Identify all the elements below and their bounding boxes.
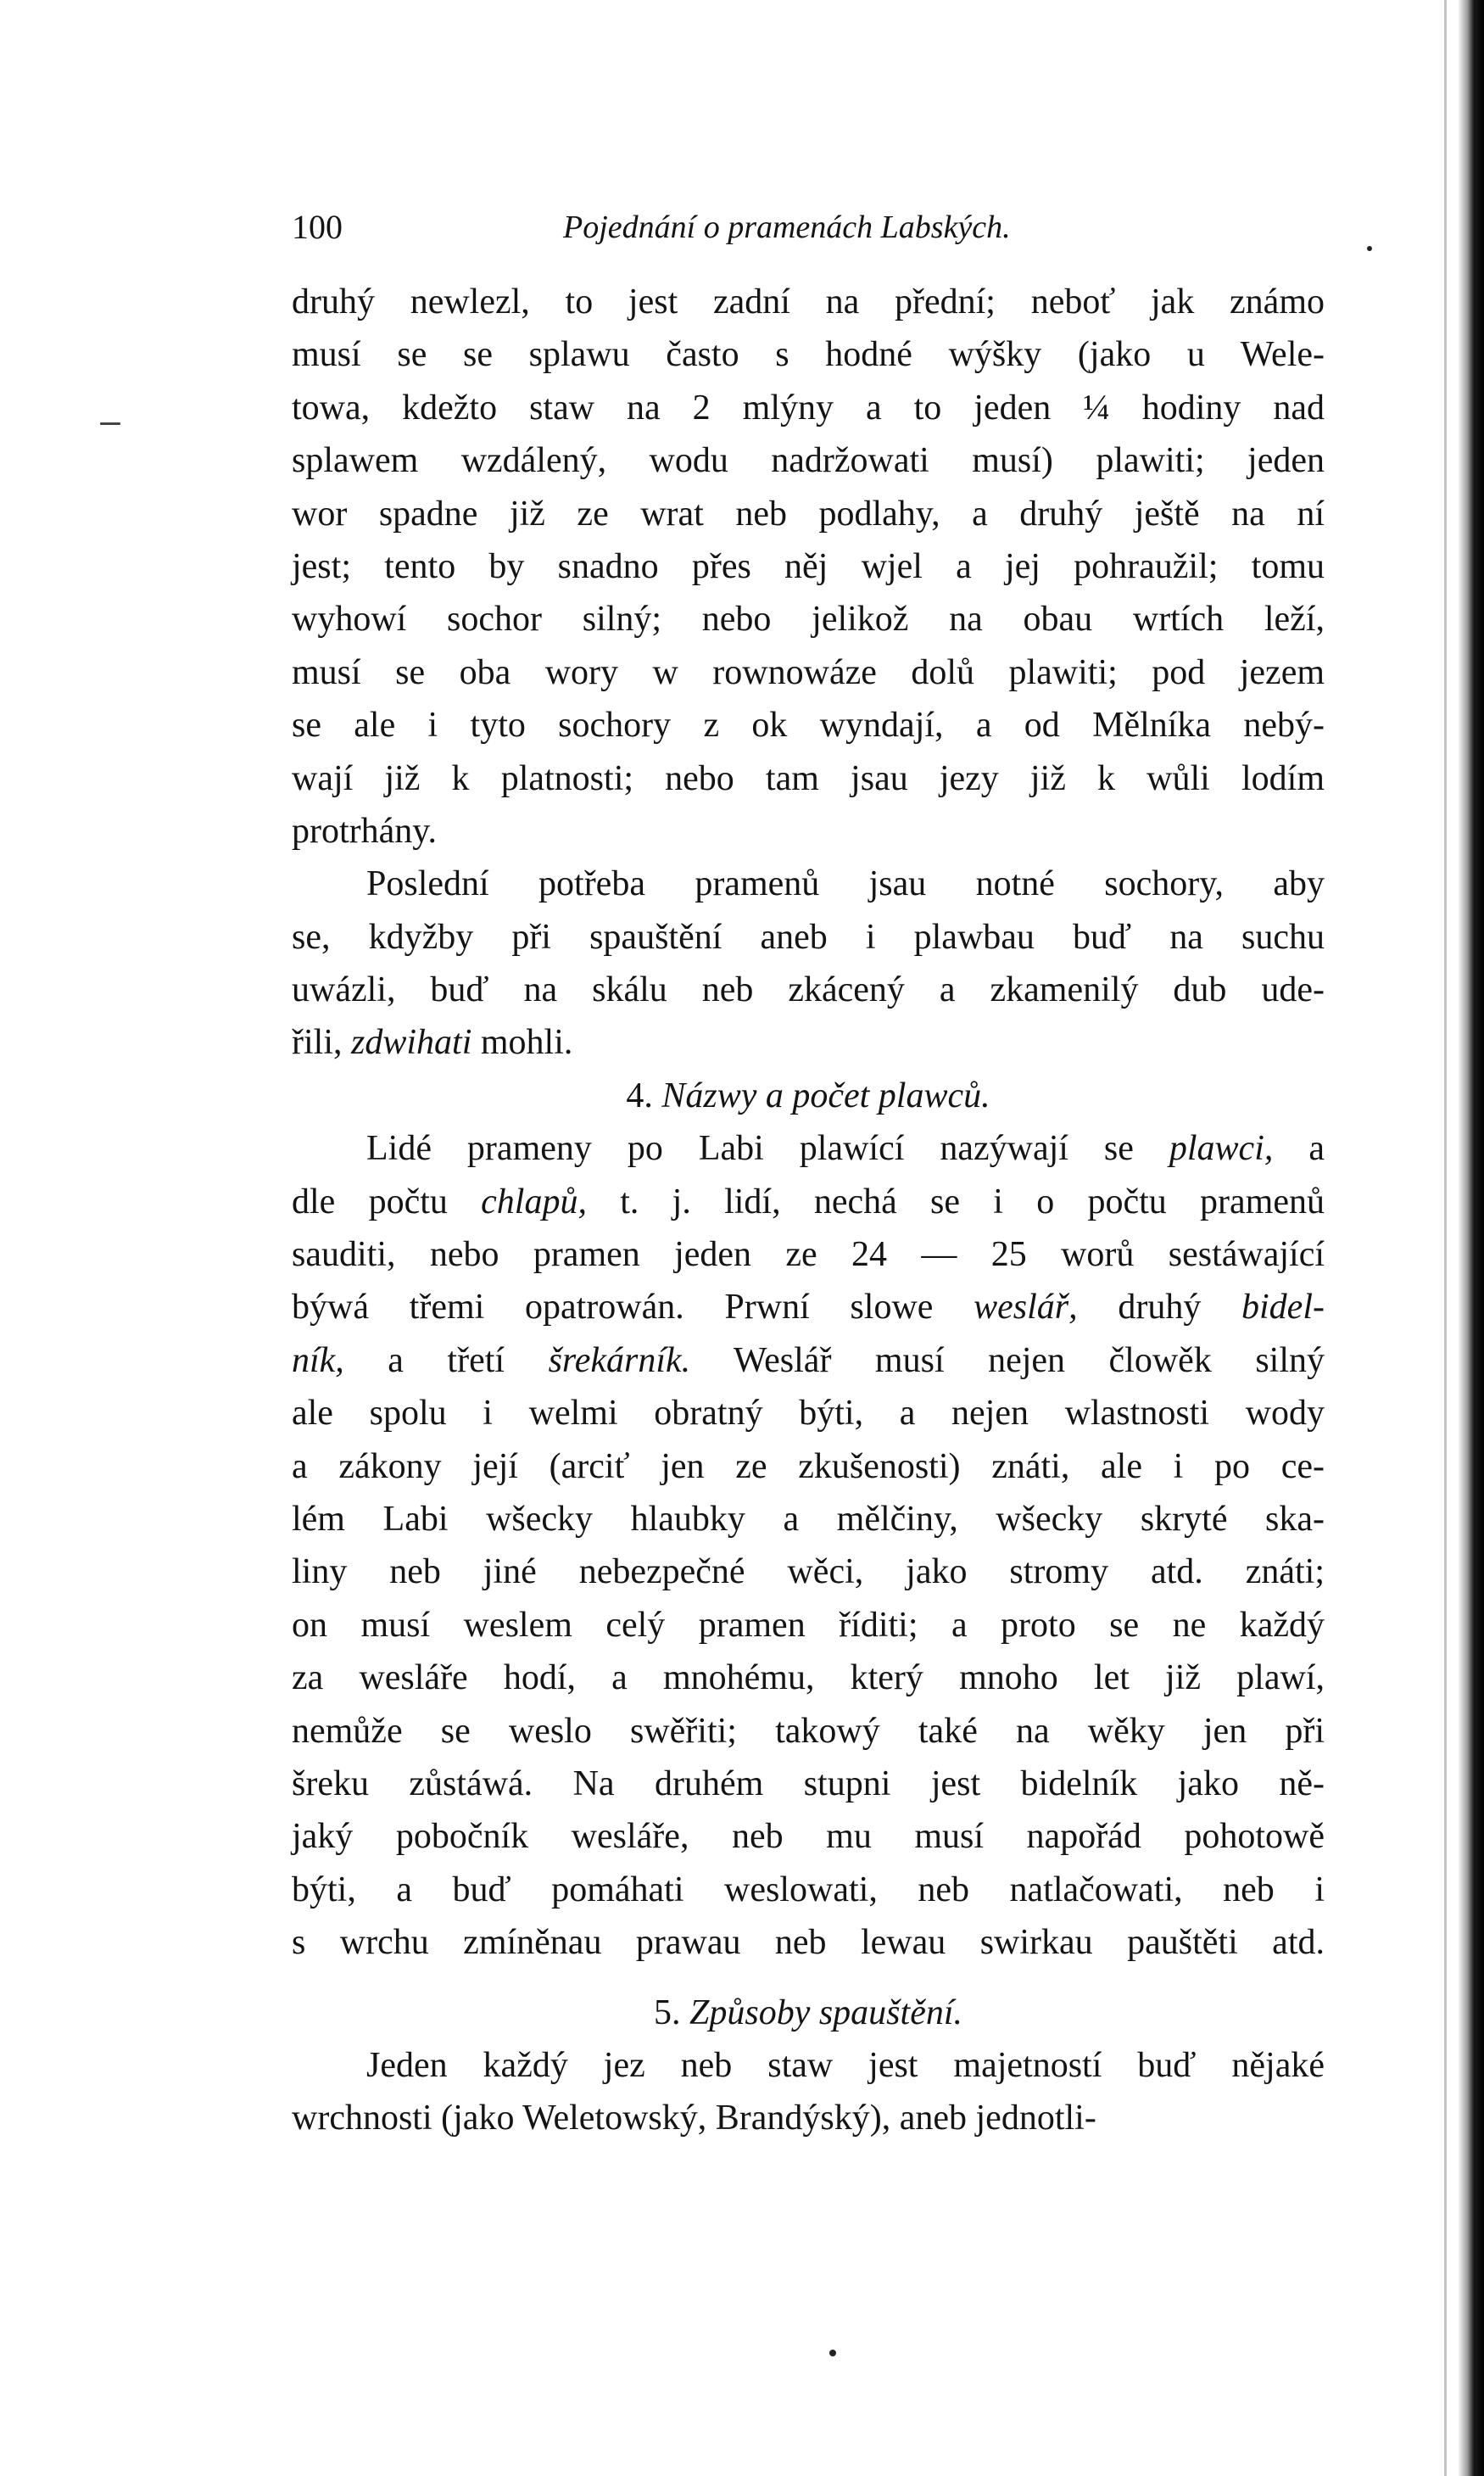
text-line: sauditi, nebo pramen jeden ze 24 — 25 worů sestáwající <box>292 1235 1325 1275</box>
text-line: towa, kdežto staw na 2 mlýny a to jeden ¼ hodiny nad <box>292 388 1325 428</box>
running-title: Pojednání o pramenách Labských. <box>563 210 1011 245</box>
text-line: s wrchu zmíněnau prawau neb lewau swirkau pauštěti atd. <box>292 1923 1325 1963</box>
text-line <box>292 1334 1325 1387</box>
italic-term: weslář, <box>974 1288 1078 1327</box>
text-line: musí se se splawu často s hodné wýšky (jako u Wele- <box>292 335 1325 375</box>
text-run: a <box>1273 1129 1325 1169</box>
text-line: splawem wzdálený, wodu nadržowati musí) plawiti; jeden <box>292 441 1325 481</box>
text-line: nemůže se weslo swěřiti; takowý také na wěky jen při <box>292 1711 1325 1751</box>
text-line: lém Labi wšecky hlaubky a mělčiny, wšecky skryté ska- <box>292 1499 1325 1539</box>
text-line: musí se oba wory w rownowáze dolů plawiti; pod jezem <box>292 652 1325 692</box>
italic-term: šrekárník. <box>548 1340 691 1380</box>
text-line: liny neb jiné nebezpečné wěci, jako stromy atd. znáti; <box>292 1552 1325 1592</box>
section-title: Názwy a počet plawců. <box>661 1076 990 1115</box>
text-line: on musí weslem celý pramen říditi; a proto se ne každý <box>292 1605 1325 1645</box>
italic-term: bidel- <box>1241 1288 1325 1327</box>
spacer <box>292 1970 1325 1987</box>
text-line: Poslední potřeba pramenů jsau notné sochory, aby <box>366 864 1325 904</box>
text-line: za wesláře hodí, a mnohému, který mnoho let již plawí, <box>292 1658 1325 1698</box>
text-line: jaký pobočník wesláře, neb mu musí napořád pohotowě <box>292 1817 1325 1857</box>
text-line: wrchnosti (jako Weletowský, Brandýský), aneb jednotli- <box>292 2099 1096 2138</box>
text-run: Lidé prameny po Labi plawící nazýwají se <box>366 1129 1169 1169</box>
text-run: býwá třemi opatrowán. Prwní slowe <box>292 1288 974 1327</box>
text-line: Jeden každý jez neb staw jest majetností buď nějaké <box>366 2045 1325 2085</box>
text-run: řili, <box>292 1023 351 1063</box>
body-text <box>292 276 1325 2145</box>
text-line: uwázli, buď na skálu neb zkácený a zkamenilý dub ude- <box>292 970 1325 1010</box>
section-title: Způsoby spauštění. <box>689 1993 962 2032</box>
text-run: druhý <box>1077 1288 1242 1327</box>
italic-term: ník, <box>292 1340 344 1380</box>
italic-term: zdwihati <box>351 1023 472 1063</box>
section-heading <box>292 1070 1325 1122</box>
text-line: wají již k platnosti; nebo tam jsau jezy již k wůli lodím <box>292 758 1325 798</box>
page-number: 100 <box>292 208 343 246</box>
text-line: druhý newlezl, to jest zadní na přední; neboť jak známo <box>292 282 1325 321</box>
text-line: protrhány. <box>292 811 438 851</box>
text-run: t. j. lidí, nechá se i o počtu pramenů <box>586 1182 1325 1221</box>
text-line: a zákony její (arciť jen ze zkušenosti) znáti, ale i po ce- <box>292 1446 1325 1486</box>
text-line <box>292 1122 1325 1175</box>
text-line: wyhowí sochor silný; nebo jelikož na obau wrtích leží, <box>292 600 1325 640</box>
section-number: 5. <box>653 1993 689 2032</box>
italic-term: plawci, <box>1169 1129 1274 1169</box>
scan-speck <box>829 2350 836 2356</box>
text-run: a třetí <box>343 1340 549 1380</box>
text-line <box>292 1281 1325 1333</box>
scan-speck <box>1367 246 1372 251</box>
section-number: 4. <box>626 1076 662 1115</box>
binding-shadow-line <box>1444 0 1447 2476</box>
page-header <box>292 202 1325 253</box>
scan-speck <box>100 422 120 425</box>
text-line <box>292 1016 1325 1069</box>
text-run: dle počtu <box>292 1182 482 1221</box>
text-line: šreku zůstáwá. Na druhém stupni jest bidelník jako ně- <box>292 1763 1325 1803</box>
text-line: býti, a buď pomáhati weslowati, neb natlačowati, neb i <box>292 1870 1325 1909</box>
text-line: jest; tento by snadno přes něj wjel a jej pohraužil; tomu <box>292 546 1325 586</box>
text-run: mohli. <box>471 1023 573 1063</box>
text-line: se ale i tyto sochory z ok wyndají, a od Mělníka nebý- <box>292 706 1325 746</box>
text-run: Weslář musí nejen člowěk silný <box>690 1340 1325 1380</box>
text-line: ale spolu i welmi obratný býti, a nejen wlastnosti wody <box>292 1394 1325 1434</box>
text-line: wor spadne již ze wrat neb podlahy, a druhý ještě na ní <box>292 494 1325 534</box>
text-line <box>292 1176 1325 1228</box>
section-heading <box>292 1987 1325 2039</box>
italic-term: chlapů, <box>481 1182 587 1221</box>
text-line: se, kdyžby při spauštění aneb i plawbau buď na suchu <box>292 917 1325 957</box>
binding-edge <box>1459 0 1484 2476</box>
